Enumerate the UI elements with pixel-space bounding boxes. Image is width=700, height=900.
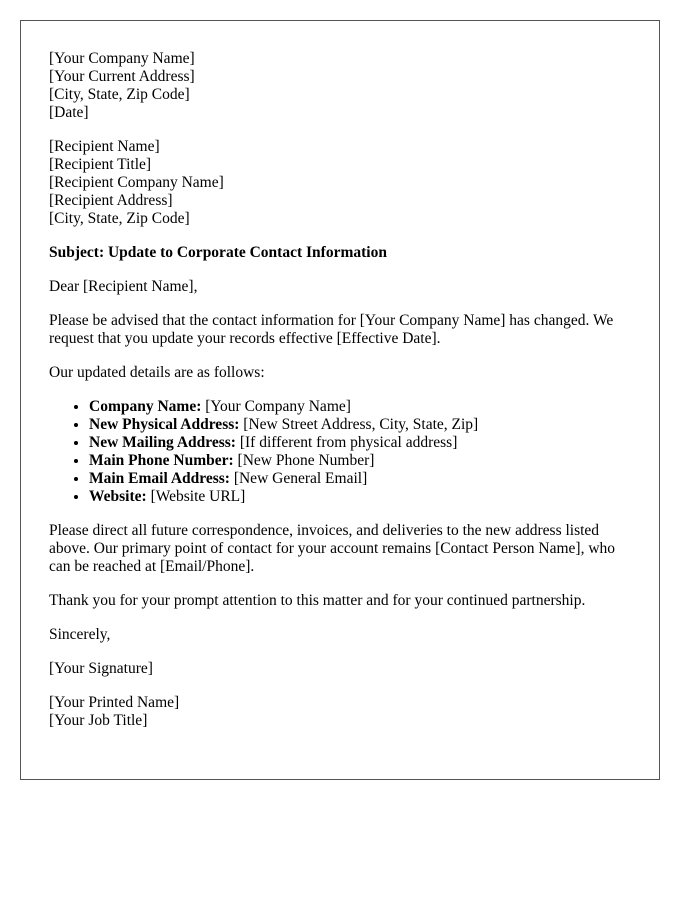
detail-label: New Mailing Address: [89,434,236,451]
list-item [89,416,631,434]
recipient-company: [Recipient Company Name] [49,174,224,191]
subject-line: Subject: Update to Corporate Contact Information [49,244,387,261]
list-item [89,398,631,416]
sender-address: [Your Current Address] [49,68,195,85]
details-lead: Our updated details are as follows: [49,364,265,381]
signer-block [49,694,631,730]
recipient-address: [Recipient Address] [49,192,173,209]
detail-value: [Website URL] [146,488,246,505]
details-list [49,398,631,506]
detail-value: [Your Company Name] [201,398,351,415]
letter-page [20,20,660,780]
detail-label: Main Phone Number: [89,452,234,469]
list-item [89,452,631,470]
recipient-city-state-zip: [City, State, Zip Code] [49,210,190,227]
job-title: [Your Job Title] [49,712,148,729]
recipient-block [49,138,631,228]
detail-label: New Physical Address: [89,416,240,433]
detail-value: [New Phone Number] [233,452,375,469]
sender-company: [Your Company Name] [49,50,195,67]
printed-name: [Your Printed Name] [49,694,180,711]
sender-city-state-zip: [City, State, Zip Code] [49,86,190,103]
direction-paragraph: Please direct all future correspondence, invoices, and deliveries to the new address listed above. Our primary point of contact for your account remains [Contact Person Name], who can be reached at [Email/Phone]. [49,522,616,575]
detail-label: Website: [89,488,147,505]
salutation: Dear [Recipient Name], [49,278,198,295]
sender-block [49,50,631,122]
signature: [Your Signature] [49,660,153,677]
detail-value: [If different from physical address] [235,434,458,451]
recipient-title: [Recipient Title] [49,156,152,173]
detail-value: [New Street Address, City, State, Zip] [239,416,479,433]
list-item [89,488,631,506]
detail-label: Company Name: [89,398,202,415]
list-item [89,470,631,488]
letter-date: [Date] [49,104,89,121]
valediction: Sincerely, [49,626,111,643]
detail-label: Main Email Address: [89,470,230,487]
recipient-name: [Recipient Name] [49,138,160,155]
detail-value: [New General Email] [229,470,368,487]
thanks-paragraph: Thank you for your prompt attention to this matter and for your continued partnership. [49,592,586,609]
list-item [89,434,631,452]
intro-paragraph: Please be advised that the contact information for [Your Company Name] has changed. We request that you update your records effective [Effective Date]. [49,312,614,347]
